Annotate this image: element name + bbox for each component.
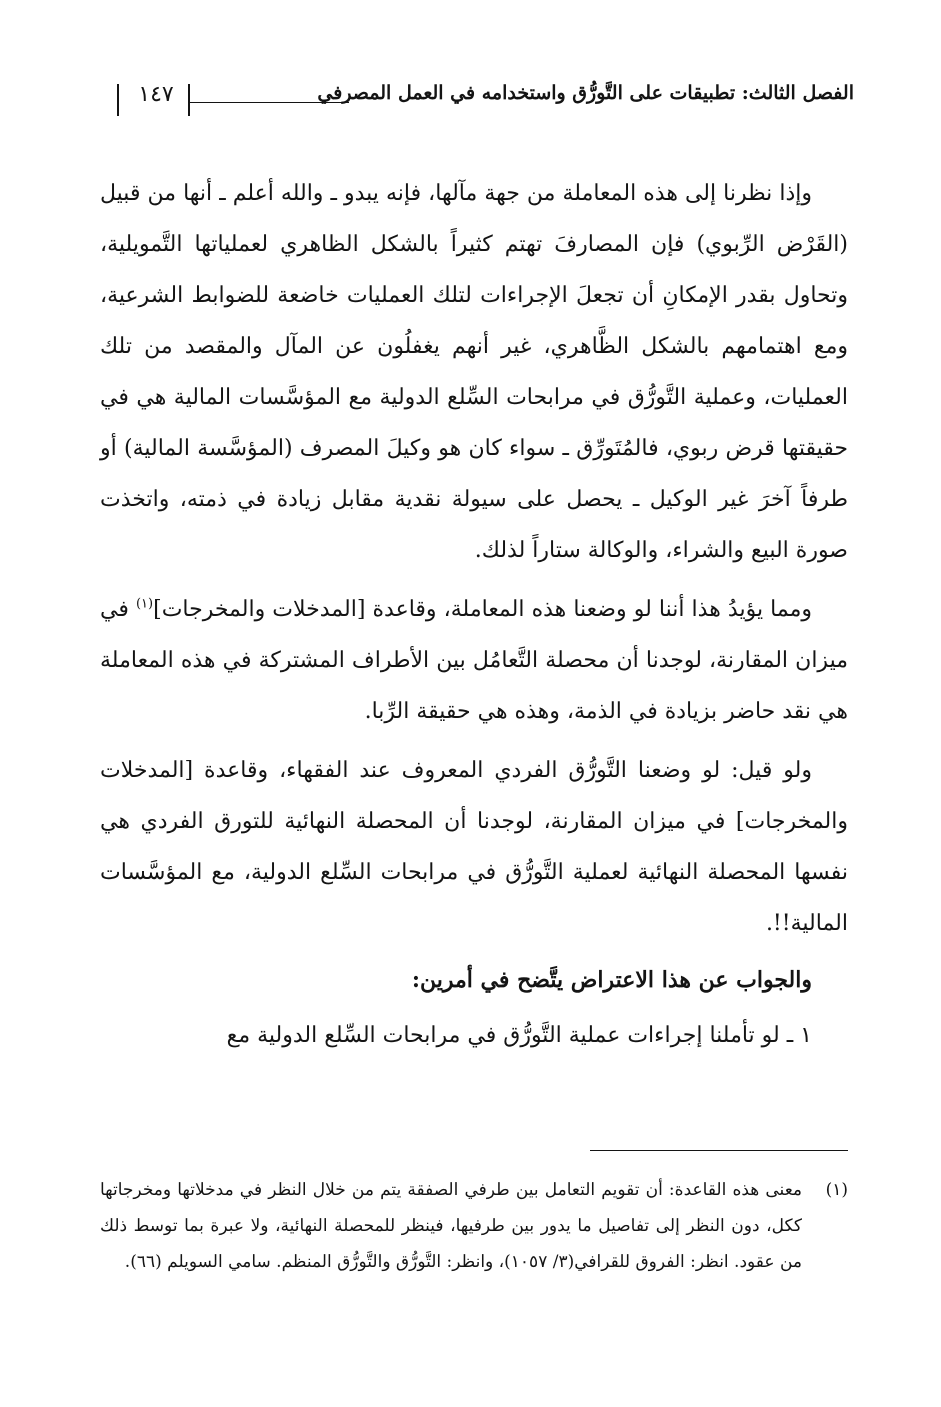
paragraph: وإذا نظرنا إلى هذه المعاملة من جهة مآلها، فإنه يبدو ـ والله أعلم ـ أنها من قبيل (القَرْض الرِّبوي) فإن المصارفَ تهتم كثيراً بالشكل الظاهري لعملياتها التَّمويلية، وتحاول بقدر الإمكانِ أن تجعلَ الإجراءات لتلك العمليات خاضعة للضوابط الشرعية، ومع اهتمامهم بالشكل الظَّاهري، غير أنهم يغفلُون عن المآل والمقصد من تلك العمليات، وعملية التَّورُّق في مرابحات السِّلع الدولية مع المؤسَّسات المالية هي في حقيقتها قرض ربوي، فالمُتَورِّق ـ سواء كان هو وكيلَ المصرف (المؤسَّسة المالية) أو طرفاً آخرَ غير الوكيل ـ يحصل على سيولة نقدية مقابل زيادة في ذمته، واتخذت صورة البيع والشراء، والوكالة ستاراً لذلك. — [100, 181, 848, 563]
paragraph-text: ومما يؤيدُ هذا أننا لو وضعنا هذه المعاملة، وقاعدة [المدخلات والمخرجات] — [153, 597, 812, 622]
body-text — [100, 168, 848, 1061]
footnote-marker: (١) — [825, 1180, 848, 1200]
footnote-reference: (١) — [135, 596, 154, 612]
paragraph-text: في ميزان المقارنة، لوجدنا أن محصلة التَّعامُل بين الأطراف المشتركة في هذه المعاملة هي نقد حاضر بزيادة في الذمة، وهذه هي حقيقة الرِّبا. — [100, 597, 848, 724]
chapter-title: الفصل الثالث: تطبيقات على التَّورُّق واستخدامه في العمل المصرفي — [317, 82, 854, 104]
paragraph — [100, 584, 848, 737]
header-separator — [188, 84, 190, 116]
paragraph: ولو قيل: لو وضعنا التَّورُّق الفردي المعروف عند الفقهاء، وقاعدة [المدخلات والمخرجات] في ميزان المقارنة، لوجدنا أن المحصلة النهائية للتورق الفردي هي نفسها المحصلة النهائية لعملية التَّورُّق في مرابحات السِّلع الدولية، مع المؤسَّسات المالية!!. — [100, 758, 848, 936]
header-rule — [188, 102, 349, 103]
footnotes — [100, 1172, 848, 1280]
page-number: ١٤٧ — [138, 82, 174, 107]
header-separator — [117, 84, 119, 116]
running-header — [104, 80, 854, 120]
footnote-rule — [590, 1150, 848, 1151]
list-item: ١ ـ لو تأملنا إجراءات عملية التَّورُّق في مرابحات السِّلع الدولية مع — [226, 1023, 812, 1048]
footnote-text: معنى هذه القاعدة: أن تقويم التعامل بين طرفي الصفقة يتم من خلال النظر في مدخلاتها ومخرجاتها ككل، دون النظر إلى تفاصيل ما يدور بين طرفيها، فينظر للمحصلة النهائية، ولا عبرة بما توسط ذلك من عقود. انظر: الفروق للقرافي(٣/ ١٠٥٧)، وانظر: التَّورُّق والتَّورُّق المنظم. سامي السويلم (٦٦). — [100, 1180, 802, 1272]
answer-heading: والجواب عن هذا الاعتراض يتَّضح في أمرين: — [411, 967, 812, 993]
footnote — [100, 1172, 848, 1280]
